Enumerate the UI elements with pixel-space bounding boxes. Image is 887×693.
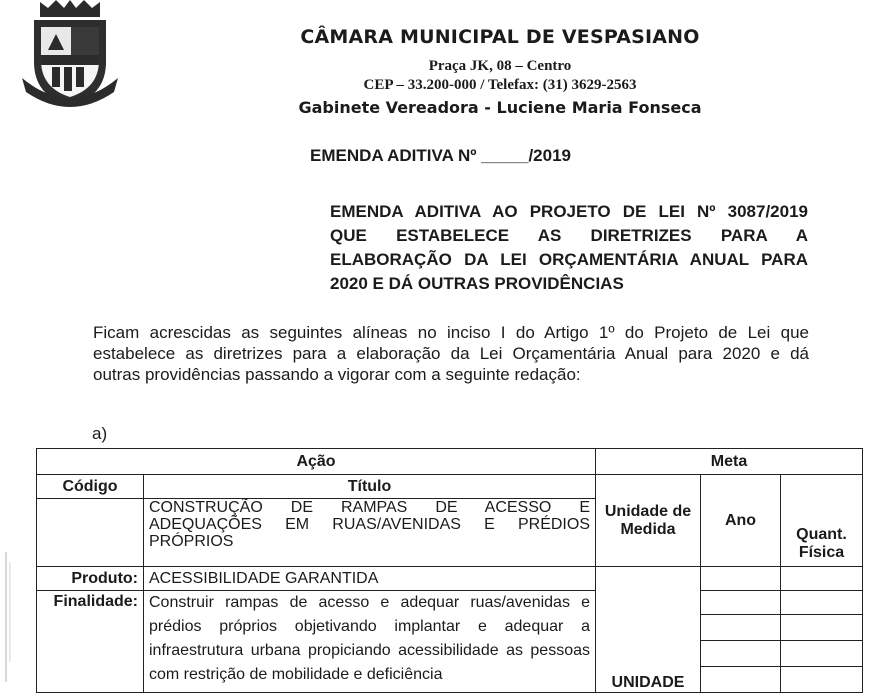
office-name: Gabinete Vereadora - Luciene Maria Fonseca: [298, 98, 702, 117]
coat-of-arms-icon: [18, 0, 122, 112]
body-line: Ficam acrescidas as seguintes alíneas no inciso I do Artigo 1º do Projeto de Lei que: [93, 323, 809, 342]
body-line: estabelece as diretrizes para a elaboração da Lei Orçamentária Anual para 2020 e dá: [93, 344, 809, 363]
institution-contact: CEP – 33.200-000 / Telefax: (31) 3629-2563: [363, 77, 637, 93]
amendment-subject: [330, 200, 808, 296]
ano-cell: [701, 615, 781, 641]
titulo-line: PRÓPRIOS: [149, 533, 234, 550]
quant-cell: [781, 641, 863, 667]
quant-header: Quant. Física: [781, 475, 863, 567]
finalidade-line: Construir rampas de acesso e adequar ruas/avenidas e: [149, 594, 590, 611]
finalidade-line: prédios próprios objetivando implantar e adequar a: [149, 618, 590, 635]
item-label: a): [92, 424, 108, 443]
scan-stamp-mark: [2, 552, 14, 682]
body-line: outras providências passando a vigorar com a seguinte redação:: [93, 365, 581, 384]
quant-cell: [781, 591, 863, 615]
codigo-cell: [37, 499, 144, 567]
subject-line: ELABORAÇÃO DA LEI ORÇAMENTÁRIA ANUAL PARA: [330, 250, 808, 269]
institution-address: Praça JK, 08 – Centro: [428, 58, 572, 74]
action-table: [36, 448, 863, 693]
ano-cell: [701, 591, 781, 615]
produto-value: ACESSIBILIDADE GARANTIDA: [144, 567, 596, 591]
ano-header: Ano: [701, 475, 781, 567]
titulo-line: CONSTRUÇÃO DE RAMPAS DE ACESSO E: [149, 499, 590, 516]
quant-cell: [781, 567, 863, 591]
meta-header: Meta: [596, 449, 863, 475]
codigo-header: Código: [37, 475, 144, 499]
finalidade-label: Finalidade:: [37, 591, 144, 693]
titulo-header: Título: [144, 475, 596, 499]
finalidade-line: com restrição de mobilidade e deficiência: [149, 666, 443, 683]
body-paragraph: [93, 322, 809, 385]
titulo-line: ADEQUAÇÕES EM RUAS/AVENIDAS E PRÉDIOS: [149, 516, 590, 533]
unidade-header: Unidade de Medida: [596, 475, 701, 567]
subject-line: QUE ESTABELECE AS DIRETRIZES PARA A: [330, 226, 808, 245]
ano-cell: [701, 641, 781, 667]
subject-line: 2020 E DÁ OUTRAS PROVIDÊNCIAS: [330, 274, 624, 293]
acao-header: Ação: [37, 449, 596, 475]
unidade-value: UNIDADE: [596, 567, 701, 693]
finalidade-line: infraestrutura urbana propiciando acessibilidade as pessoas: [149, 642, 590, 659]
subject-line: EMENDA ADITIVA AO PROJETO DE LEI Nº 3087/2019: [330, 202, 808, 221]
titulo-cell: [144, 499, 596, 567]
quant-cell: [781, 615, 863, 641]
amendment-number: EMENDA ADITIVA Nº _____/2019: [310, 146, 571, 165]
institution-name: CÂMARA MUNICIPAL DE VESPASIANO: [300, 26, 700, 48]
produto-label: Produto:: [37, 567, 144, 591]
ano-cell: [701, 567, 781, 591]
finalidade-value: [144, 591, 596, 693]
